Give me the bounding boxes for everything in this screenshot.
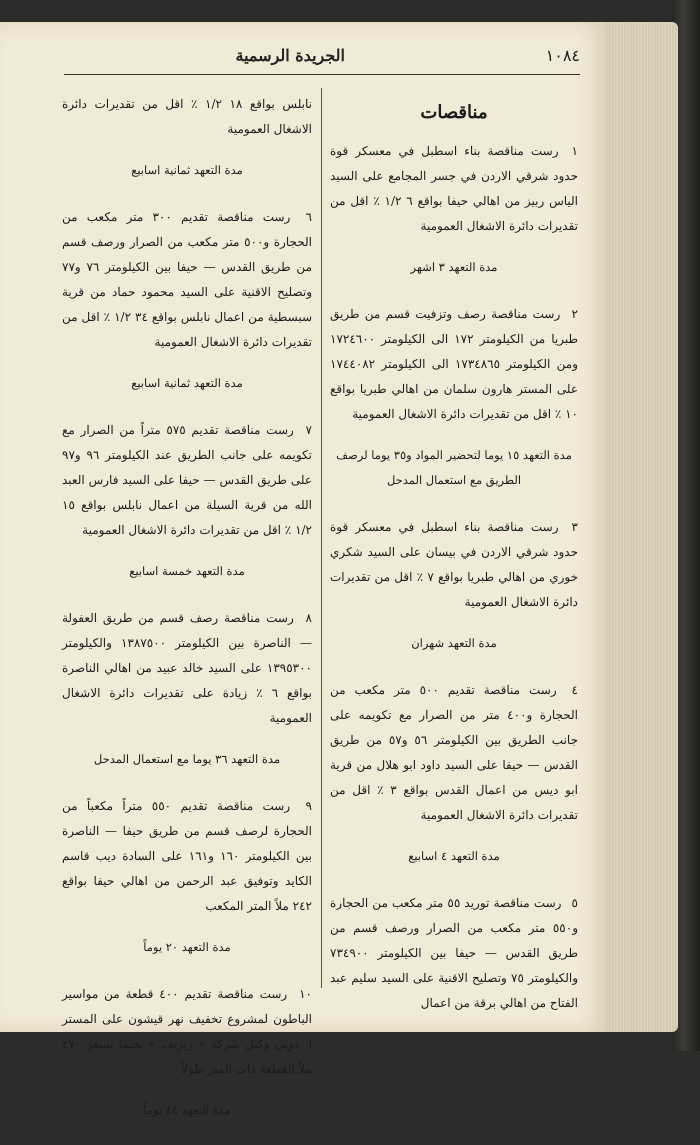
page-number: ١٠٨٤ <box>545 46 580 65</box>
item-duration: مدة التعهد ٢٠ يوماً <box>143 940 231 954</box>
tender-item <box>330 891 578 1016</box>
item-text: رست مناقصة رصف قسم من طريق العفولة — الناصرة بين الكيلومتر ١٣٨٧٥٠٠ والكيلومتر ١٣٩٥٣٠٠ على السيد خالد عبيد من اهالي الناصرة بواقع ٦ ٪ زيادة على تقديرات دائرة الاشغال العمومية <box>62 611 313 725</box>
item-number: ٢ <box>571 307 578 321</box>
tender-item <box>62 794 312 919</box>
item-number: ٥ <box>571 896 578 910</box>
tender-item <box>62 205 312 355</box>
left-column <box>62 92 312 1145</box>
column-divider <box>321 88 322 988</box>
item-duration: مدة التعهد ثمانية اسابيع <box>131 163 243 177</box>
continuation-text: نابلس بواقع ١٨ ١/٢ ٪ اقل من تقديرات دائرة الاشغال العمومية <box>62 97 313 136</box>
tender-item <box>330 139 578 239</box>
item-text: رست مناقصة تقديم ٣٠٠ متر مكعب من الحجارة و٥٠٠ متر مكعب من الصرار ورصف قسم من طريق القدس — حيفا بين الكيلومتر ٧٦ و٧٧ وتصليح الاقنية على السيد محمود حماد من قرية سبسطية من اعمال نابلس بواقع ٣٤ ١/٢ ٪ اقل من تقديرات دائرة الاشغال العمومية <box>62 210 312 349</box>
item-number: ٦ <box>305 210 312 224</box>
item-number: ٣ <box>571 520 578 534</box>
item-text: رست مناقصة تقديم ٥٠٠ متر مكعب من الحجارة و٤٠٠ متر من الصرار مع تكويمه على جانب الطريق بين الكيلومتر ٥٦ و٥٧ من طريق القدس — حيفا على السيد داود ابو هلال من قرية ابو ديس من اعمال القدس بواقع ٣ ٪ اقل من تقديرات دائرة الاشغال العمومية <box>330 683 579 822</box>
item-duration: مدة التعهد ٤ اسابيع <box>408 849 500 863</box>
item-number: ٩ <box>305 799 312 813</box>
header-rule <box>64 74 580 75</box>
item-duration: مدة التعهد خمسة اسابيع <box>129 564 245 578</box>
item-duration: مدة التعهد ٣٦ يوما مع استعمال المدحل <box>93 752 281 766</box>
tender-item <box>62 418 312 543</box>
item-duration: مدة التعهد ٣ اشهر <box>410 260 498 274</box>
tender-item <box>62 982 312 1082</box>
tender-item <box>330 678 578 828</box>
item-number: ٨ <box>305 611 312 625</box>
item-text: رست مناقصة تقديم ٥٧٥ متراً من الصرار مع تكويمه على جانب الطريق عند الكيلومتر ٩٦ و٩٧ على طريق القدس — حيفا على السيد فارس العبد الله من قرية السيلة من اعمال نابلس بواقع ١٥ ١/٢ ٪ اقل من تقديرات دائرة الاشغال العمومية <box>62 423 312 537</box>
item-number: ١٠ <box>299 987 312 1001</box>
item-text: رست مناقصة تقديم ٥٥٠ متراً مكعباً من الحجارة لرصف قسم من طريق حيفا — الناصرة بين الكيلومتر ١٦٠ و١٦١ على السادة ديب قاسم الكايد وتوفيق عبد الرحمن من اهالي حيفا بواقع ٢٤٢ ملاً المتر المكعب <box>62 799 313 913</box>
right-column <box>330 92 578 1032</box>
item-text: رست مناقصة تقديم ٤٠٠ قطعة من مواسير الباطون لمشروع تخفيف نهر قيشون على المستر ا· دوبي وكيل شركة « ريزيف » بحيفا بسعر ٤٧٠ ملاً القطعة ذات المتر طولاً <box>62 987 312 1076</box>
section-title: مناقصات <box>420 102 488 123</box>
page-header <box>60 46 580 72</box>
tender-item <box>330 302 578 427</box>
item-duration: مدة التعهد ١٥ يوما لتحضير المواد و٣٥ يوما لرصف الطريق مع استعمال المدحل <box>336 448 572 487</box>
item-duration: مدة التعهد شهران <box>411 636 497 650</box>
gazette-title: الجريدة الرسمية <box>235 46 345 65</box>
item-text: رست مناقصة توريد ٥٥ متر مكعب من الحجارة و٥٥٠ متر مكعب من الصرار ورصف قسم من طريق القدس — حيفا بين الكيلومتر ٧٣٤٩٠٠ والكيلومتر ٧٥ وتصليح الاقنية على السيد سليم عبد الفتاح من اهالي برقة من اعمال <box>330 896 578 1010</box>
item-number: ١ <box>571 144 578 158</box>
item-text: رست مناقصة رصف وتزفيت قسم من طريق طبريا من الكيلومتر ١٧٢ الى الكيلومتر ١٧٢٤٦٠٠ ومن الكيلومتر ١٧٣٤٨٦٥ الى الكيلومتر ١٧٤٤٠٨٢ على المستر هارون سلمان من اهالي طبريا بواقع ١٠ ٪ اقل من تقديرات دائرة الاشغال العمومية <box>330 307 579 421</box>
item-text: رست مناقصة بناء اسطبل في معسكر قوة حدود شرقي الاردن في بيسان على السيد شكري خوري من اهالي طبريا بواقع ٧ ٪ اقل من تقديرات دائرة الاشغال العمومية <box>330 520 579 609</box>
tender-item <box>330 515 578 615</box>
item-text: رست مناقصة بناء اسطبل في معسكر قوة حدود شرقي الاردن في جسر المجامع على السيد الياس ربيز من اهالي حيفا بواقع ٦ ١/٢ ٪ اقل من تقديرات دائرة الاشغال العمومية <box>330 144 578 233</box>
item-number: ٧ <box>305 423 312 437</box>
tender-item <box>62 606 312 731</box>
item-number: ٤ <box>571 683 578 697</box>
item-duration: مدة التعهد ثمانية اسابيع <box>131 376 243 390</box>
item-duration: مدة التعهد ٤٤ يوماً <box>143 1103 231 1117</box>
